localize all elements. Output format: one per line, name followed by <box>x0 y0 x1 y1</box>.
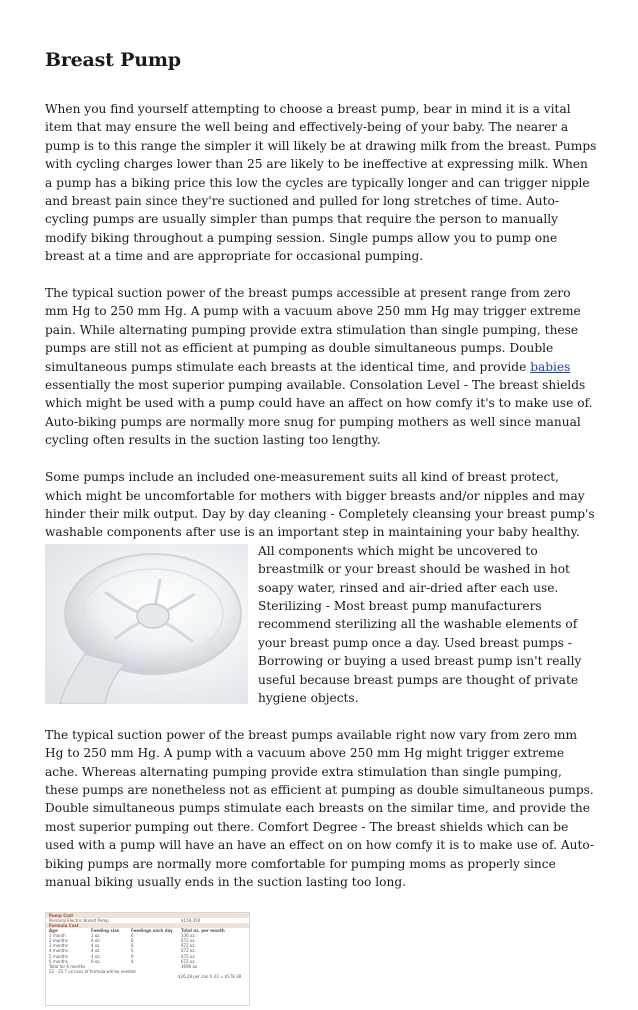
table-row-cost <box>46 974 249 979</box>
row-total-oz: 672 oz. <box>181 943 196 949</box>
row-feedings: 6 <box>131 938 134 944</box>
paragraph-5: The typical suction power of the breast pumps available right now vary from zero mm Hg to 250 mm Hg. A pump with a vacuum above 250 mm Hg might trigger extreme ache. Whereas alternating pumping provide extra stimulation than single pumping, these pumps are nonetheless not as efficient at pumping as double simultaneous pumps. Double simultaneous pumps stimulate each breasts on the similar time, and provide the most superior pumping out there. Comfort Degree - The breast shields which can be used with a pump will have an have an effect on on how comfy it is to make use of. Auto-biking pumps are normally more comfortable for pumping moms as properly since manual biking usually ends in the suction lasting too long. <box>45 727 594 890</box>
row-total-oz: 672 oz. <box>181 953 196 959</box>
paragraph-3-text: Some pumps include an included one-measurement suits all kind of breast protect, which might be uncomfortable for mothers with bigger breasts and/or nipples and may hinder their milk output. Day by day cleaning - Completely cleansing your breast pump's washable components after use is an important step in maintaining your baby healthy. <box>45 470 595 540</box>
col-feedings-each-day: Feedings each day <box>131 928 173 934</box>
breast-shield-image <box>45 544 248 704</box>
row-feedings: 6 <box>131 933 134 939</box>
pump-price: $150-350 <box>181 917 201 923</box>
row-age: 2 months <box>49 938 68 944</box>
row-feeding-size: 4 oz. <box>91 938 101 944</box>
breast-shield-illustration <box>45 544 248 704</box>
paragraph-1: When you find yourself attempting to choose a breast pump, bear in mind it is a vital item that may ensure the well being and effectively-being of your baby. The nearer a pump is to this range the simpler it will likely be at drawing milk from the breast. Pumps with cycling charges lower than 25 are likely to be ineffective at expressing milk. When a pump has a biking price this low the cycles are typically longer and can trigger nipple and breast pain since they're suctioned and pulled for long stretches of time. Auto-cycling pumps are usually simpler than pumps that require the person to manually modify biking throughout a pumping session. Single pumps allow you to pump one breast at a time and are appropriate for occasional pumping. <box>45 102 597 264</box>
row-age: 6 months <box>49 958 68 964</box>
paragraph-2 <box>45 284 597 450</box>
paragraph-2-text-b: essentially the most superior pumping available. Consolation Level - The breast shields which might be used with a pump could have an affect on how comfy it's to make use of. Auto-biking pumps are normally more snug for pumping mothers as well since manual cycling often results in the suction lasting too lengthy. <box>45 378 593 448</box>
col-feeding-size: Feeding size <box>91 928 120 934</box>
row-feeding-size: 2 oz. <box>91 933 101 939</box>
row-feedings: 6 <box>131 948 134 954</box>
row-feedings: 6 <box>131 953 134 959</box>
page-title: Breast Pump <box>45 49 181 71</box>
row-age: 5 months <box>49 953 68 959</box>
row-feedings: 6 <box>131 943 134 949</box>
row-total-oz: 672 oz. <box>181 958 196 964</box>
cost-note: $26.29 per can X 22 = $578.38 <box>178 973 242 979</box>
formula-cost-label: Formula Cost <box>49 923 79 928</box>
babies-link[interactable]: babies <box>530 359 571 374</box>
col-age: Age <box>49 928 58 934</box>
cans-note: 22 - 25.7 oz cans of formula will be needed <box>49 968 136 974</box>
row-feeding-size: 6 oz. <box>91 958 101 964</box>
row-feeding-size: 4 oz. <box>91 948 101 954</box>
row-total-oz: 672 oz. <box>181 938 196 944</box>
cost-table-image <box>45 912 250 1006</box>
article-body <box>45 100 597 1010</box>
row-age: 3 months <box>49 943 68 949</box>
row-age: 4 months <box>49 948 68 954</box>
pump-name: Personal Electric Breast Pump <box>49 917 109 923</box>
total-label: Total for 6 months <box>49 963 86 969</box>
row-total-oz: 336 oz. <box>181 933 196 939</box>
row-age: 1 month <box>49 933 66 939</box>
total-value: 3696 oz. <box>181 963 199 969</box>
paragraph-4: All components which might be uncovered to breastmilk or your breast should be washed in hot soapy water, rinsed and air-dried after each use. Sterilizing - Most breast pump manufacturers recommend sterilizing all the washable elements of your breast pump once a day. Used breast pumps - Borrowing or buying a used breast pump isn't really useful because breast pumps are thought of private hygiene objects. <box>258 543 582 705</box>
table-body <box>46 933 249 964</box>
col-total-oz: Total oz. per month <box>181 928 225 934</box>
row-feeding-size: 4 oz. <box>91 943 101 949</box>
pump-cost-label: Pump Cost <box>49 912 74 918</box>
row-feedings: 4 <box>131 958 134 964</box>
row-feeding-size: 4 oz. <box>91 953 101 959</box>
row-total-oz: 672 oz. <box>181 948 196 954</box>
paragraph-3 <box>45 468 597 542</box>
paragraph-2-text-a: The typical suction power of the breast pumps accessible at present range from zero mm Hg to 250 mm Hg. A pump with a vacuum above 250 mm Hg may trigger extreme pain. While alternating pumping provide extra stimulation than single pumping, these pumps are still not as efficient at pumping as double simultaneous pumps. Double simultaneous pumps stimulate each breasts at the identical time, and provide <box>45 286 581 374</box>
